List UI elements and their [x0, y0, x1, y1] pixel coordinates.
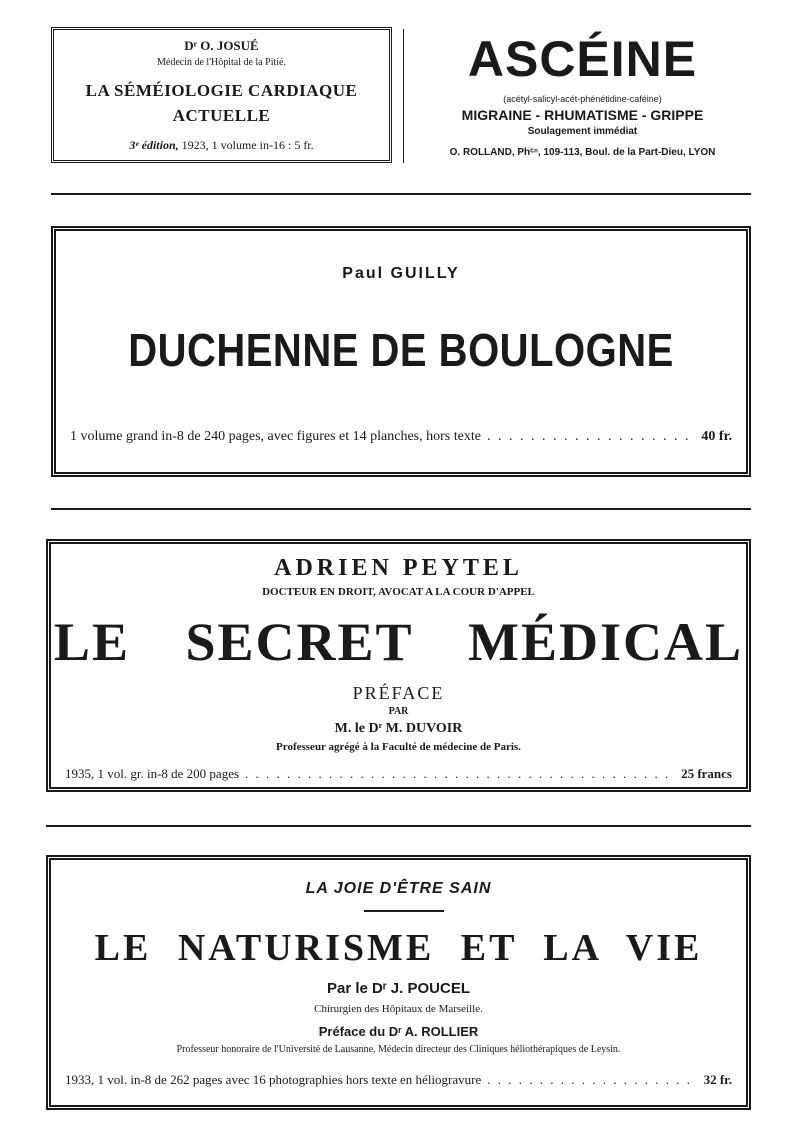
asceine-brand: ASCÉINE	[467, 31, 698, 87]
ad-josue	[51, 27, 392, 163]
asceine-address: O. ROLLAND, Phᶜⁿ, 109-113, Boul. de la Part-Dieu, LYON	[449, 147, 716, 158]
poucel-dot-leader	[487, 1072, 697, 1088]
poucel-preface: Préface du Dʳ A. ROLLIER	[318, 1024, 479, 1039]
josue-edition	[54, 138, 389, 153]
guilly-price: 40 fr.	[701, 429, 732, 444]
separator-3	[46, 825, 751, 827]
poucel-price: 32 fr.	[703, 1072, 732, 1087]
josue-title-line1: LA SÉMÉIOLOGIE CARDIAQUE	[85, 81, 358, 100]
separator-2	[51, 508, 751, 510]
peytel-price: 25 francs	[681, 766, 732, 781]
asceine-tagline: Soulagement immédiat	[527, 126, 638, 137]
josue-title-line2: ACTUELLE	[172, 106, 271, 125]
asceine-composition: (acétyl-salicyl-acét-phénétidine-caféine)	[503, 94, 662, 104]
guilly-details-line	[70, 429, 732, 445]
josue-author: Dʳ O. JOSUÉ	[184, 38, 259, 53]
poucel-kicker: LA JOIE D'ÊTRE SAIN	[305, 880, 492, 897]
guilly-details: 1 volume grand in-8 de 240 pages, avec figures et 14 planches, hors texte	[70, 429, 481, 444]
poucel-details-line	[65, 1072, 732, 1088]
peytel-details: 1935, 1 vol. gr. in-8 de 200 pages	[65, 766, 240, 781]
peytel-preface-affiliation: Professeur agrégé à la Faculté de médecine de Paris.	[276, 741, 521, 753]
poucel-author: Par le Dʳ J. POUCEL	[327, 980, 470, 997]
peytel-preface-author: M. le Dʳ M. DUVOIR	[334, 721, 463, 736]
poucel-preface-affiliation: Professeur honoraire de l'Université de Lausanne, Médecin directeur des Cliniques héliothérapiques de Leysin.	[176, 1044, 621, 1055]
peytel-dot-leader	[245, 766, 675, 782]
guilly-title: DUCHENNE DE BOULOGNE	[128, 325, 674, 377]
ad-peytel	[46, 539, 751, 792]
peytel-credentials: DOCTEUR EN DROIT, AVOCAT A LA COUR D'APPEL	[262, 586, 535, 598]
guilly-dot-leader	[487, 429, 695, 445]
ad-asceine	[410, 27, 755, 165]
ad-guilly	[51, 226, 751, 477]
peytel-details-line	[65, 766, 732, 782]
josue-edition-italic: 3ᵉ édition,	[129, 138, 179, 152]
peytel-author: ADRIEN PEYTEL	[274, 555, 523, 581]
josue-affiliation: Médecin de l'Hôpital de la Pitié.	[157, 57, 286, 68]
poucel-kicker-rule	[364, 910, 444, 912]
peytel-par: PAR	[388, 706, 409, 717]
peytel-title: LE SECRET MÉDICAL	[53, 612, 744, 672]
asceine-indications: MIGRAINE - RHUMATISME - GRIPPE	[461, 107, 704, 123]
column-divider	[403, 29, 404, 163]
ad-poucel	[46, 855, 751, 1110]
poucel-title: LE NATURISME ET LA VIE	[94, 927, 703, 969]
guilly-author: Paul GUILLY	[342, 265, 460, 282]
poucel-author-affiliation: Chirurgien des Hôpitaux de Marseille.	[314, 1003, 483, 1015]
separator-1	[51, 193, 751, 195]
josue-edition-rest: 1923, 1 volume in-16 : 5 fr.	[181, 138, 314, 152]
poucel-details: 1933, 1 vol. in-8 de 262 pages avec 16 photographies hors texte en héliogravure	[65, 1072, 482, 1087]
peytel-preface: PRÉFACE	[352, 683, 445, 703]
